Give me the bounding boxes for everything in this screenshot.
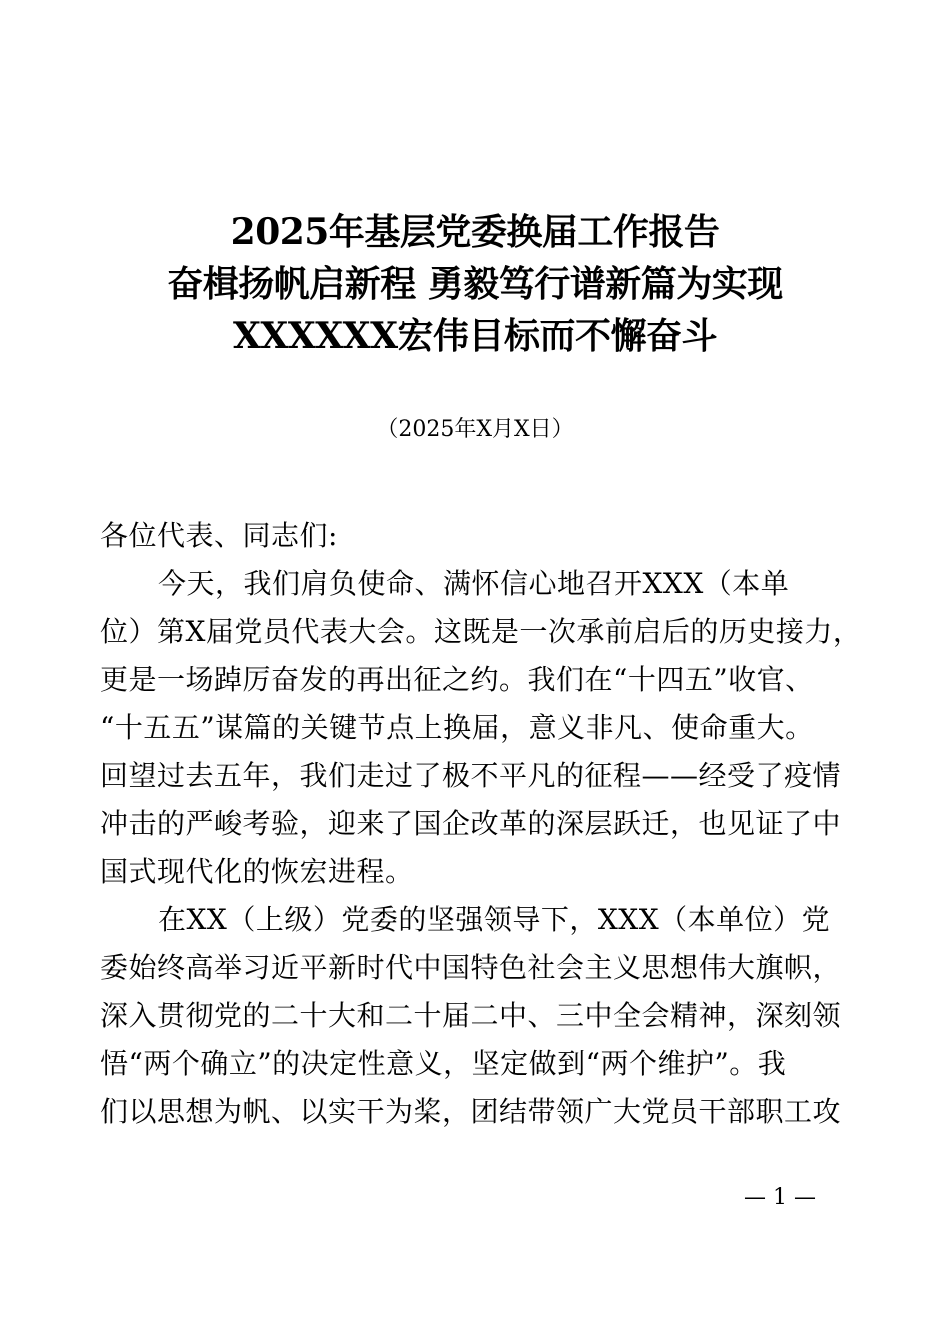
paragraph-2 [100, 896, 870, 1136]
paragraph-1-line: 冲击的严峻考验，迎来了国企改革的深层跃迁，也见证了中 [100, 807, 842, 840]
paragraph-2-line: 深入贯彻党的二十大和二十届二中、三中全会精神，深刻领 [100, 999, 842, 1032]
paragraph-1-line: 更是一场踔厉奋发的再出征之约。我们在“十四五”收官、 [100, 663, 814, 696]
report-body [100, 512, 870, 1136]
title-line-3: XXXXXX宏伟目标而不懈奋斗 [232, 315, 718, 357]
salutation: 各位代表、同志们: [100, 519, 338, 552]
paragraph-2-line: 在XX（上级）党委的坚强领导下，XXX（本单位）党 [158, 903, 831, 936]
report-title [0, 206, 950, 362]
page-number: — 1 — [744, 1185, 816, 1210]
title-line-1: 2025年基层党委换届工作报告 [230, 211, 720, 253]
paragraph-1-line: “十五五”谋篇的关键节点上换届，意义非凡、使命重大。 [100, 711, 814, 744]
paragraph-2-line: 悟“两个确立”的决定性意义，坚定做到“两个维护”。我 [100, 1047, 787, 1080]
paragraph-2-line: 委始终高举习近平新时代中国特色社会主义思想伟大旗帜， [100, 951, 842, 984]
title-line-2: 奋楫扬帆启新程 勇毅笃行谱新篇为实现 [167, 263, 783, 305]
paragraph-1-line: 国式现代化的恢宏进程。 [100, 855, 414, 888]
paragraph-2-line: 们以思想为帆、以实干为桨，团结带领广大党员干部职工攻 [100, 1095, 842, 1128]
paragraph-1-line: 今天，我们肩负使命、满怀信心地召开XXX（本单 [158, 567, 790, 600]
paragraph-1-line: 回望过去五年，我们走过了极不平凡的征程——经受了疫情 [100, 759, 842, 792]
paragraph-1-line: 位）第X届党员代表大会。这既是一次承前启后的历史接力， [100, 615, 862, 648]
paragraph-1 [100, 560, 870, 896]
report-date: （2025年X月X日） [376, 417, 574, 442]
